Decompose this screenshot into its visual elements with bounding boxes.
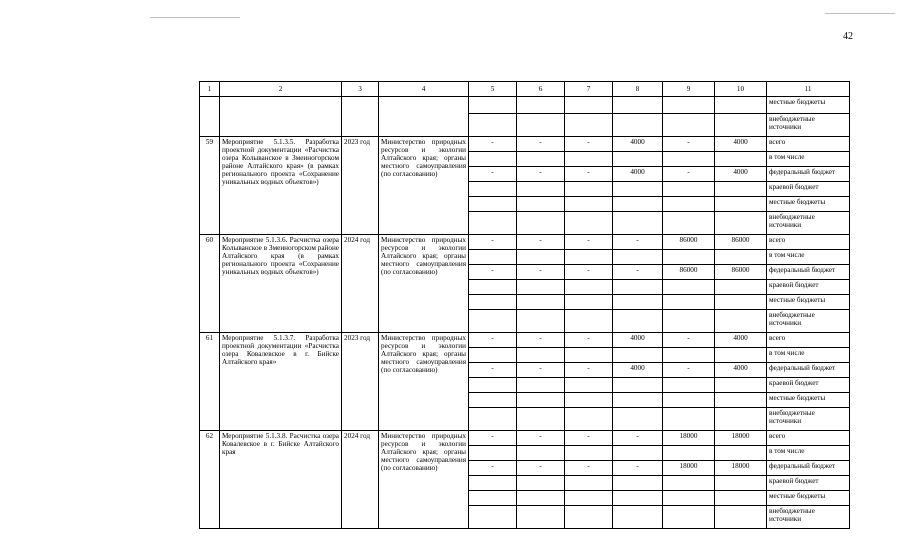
table-row xyxy=(200,235,850,250)
value-cell xyxy=(715,393,767,408)
value-cell: - xyxy=(565,461,613,476)
header-cell: 7 xyxy=(565,82,613,97)
measure-number-cell: 60 xyxy=(200,235,220,333)
value-cell xyxy=(715,212,767,235)
value-cell xyxy=(517,506,565,529)
funding-source-cell: в том числе xyxy=(767,348,850,363)
funding-source-cell: федеральный бюджет xyxy=(767,363,850,378)
value-cell: 4000 xyxy=(715,333,767,348)
value-cell: 86000 xyxy=(715,235,767,250)
value-cell xyxy=(663,393,715,408)
value-cell xyxy=(517,408,565,431)
measure-description-cell: Мероприятие 5.1.3.7. Разработка проектной документации «Расчистка озера Ковалевское в г. Бийске Алтайского края» xyxy=(220,333,342,431)
table-row xyxy=(200,137,850,152)
value-cell: 18000 xyxy=(715,461,767,476)
value-cell: - xyxy=(663,167,715,182)
value-cell xyxy=(565,476,613,491)
value-cell: - xyxy=(517,137,565,152)
value-cell xyxy=(517,393,565,408)
value-cell: 4000 xyxy=(613,363,663,378)
value-cell: - xyxy=(469,363,517,378)
value-cell xyxy=(663,506,715,529)
header-cell: 3 xyxy=(342,82,379,97)
value-cell: 4000 xyxy=(613,333,663,348)
value-cell xyxy=(613,197,663,212)
measure-description-cell: Мероприятие 5.1.3.5. Разработка проектной документации «Расчистка озера Колыванское в Змеиногорском районе Алтайского края» (в рамках регионального проекта «Сохранение уникальных водных объектов») xyxy=(220,137,342,235)
funding-source-cell: краевой бюджет xyxy=(767,182,850,197)
funding-source-cell: в том числе xyxy=(767,250,850,265)
value-cell xyxy=(469,295,517,310)
value-cell: - xyxy=(613,461,663,476)
value-cell: - xyxy=(469,431,517,446)
value-cell xyxy=(565,197,613,212)
value-cell xyxy=(715,97,767,114)
value-cell xyxy=(565,348,613,363)
value-cell xyxy=(663,182,715,197)
value-cell: 86000 xyxy=(715,265,767,280)
value-cell xyxy=(715,476,767,491)
value-cell xyxy=(613,295,663,310)
value-cell xyxy=(469,182,517,197)
value-cell xyxy=(715,250,767,265)
value-cell: 4000 xyxy=(613,137,663,152)
value-cell: - xyxy=(565,265,613,280)
value-cell xyxy=(469,476,517,491)
value-cell: - xyxy=(565,235,613,250)
value-cell xyxy=(469,310,517,333)
measure-number-cell: 59 xyxy=(200,137,220,235)
value-cell xyxy=(517,476,565,491)
value-cell: - xyxy=(663,137,715,152)
value-cell xyxy=(469,446,517,461)
value-cell xyxy=(663,197,715,212)
value-cell xyxy=(663,97,715,114)
continuation-row xyxy=(200,97,850,114)
value-cell xyxy=(663,348,715,363)
value-cell xyxy=(469,212,517,235)
funding-source-cell: местные бюджеты xyxy=(767,197,850,212)
value-cell xyxy=(613,393,663,408)
measure-year-cell: 2024 год xyxy=(342,431,379,529)
value-cell xyxy=(715,280,767,295)
value-cell xyxy=(715,506,767,529)
funding-source-cell: федеральный бюджет xyxy=(767,265,850,280)
value-cell xyxy=(469,348,517,363)
header-cell: 5 xyxy=(469,82,517,97)
value-cell xyxy=(517,446,565,461)
value-cell xyxy=(715,408,767,431)
value-cell xyxy=(517,310,565,333)
value-cell xyxy=(663,280,715,295)
header-cell: 11 xyxy=(767,82,850,97)
value-cell xyxy=(663,378,715,393)
value-cell xyxy=(663,114,715,137)
value-cell xyxy=(715,310,767,333)
value-cell: - xyxy=(663,333,715,348)
value-cell: - xyxy=(565,431,613,446)
value-cell: 18000 xyxy=(663,431,715,446)
budget-measures-table xyxy=(199,81,850,529)
measure-executor-cell: Министерство природных ресурсов и экологии Алтайского края; органы местного самоуправления (по согласованию) xyxy=(379,235,469,333)
funding-source-cell: в том числе xyxy=(767,446,850,461)
funding-source-cell: всего xyxy=(767,333,850,348)
value-cell xyxy=(517,182,565,197)
value-cell xyxy=(469,197,517,212)
value-cell xyxy=(565,295,613,310)
funding-source-cell: местные бюджеты xyxy=(767,491,850,506)
measure-executor-cell: Министерство природных ресурсов и экологии Алтайского края; органы местного самоуправления (по согласованию) xyxy=(379,431,469,529)
funding-source-cell: внебюджетные источники xyxy=(767,506,850,529)
value-cell xyxy=(613,114,663,137)
value-cell xyxy=(469,280,517,295)
value-cell xyxy=(715,348,767,363)
value-cell xyxy=(613,310,663,333)
measure-number-cell: 61 xyxy=(200,333,220,431)
continuation-num-cell xyxy=(200,97,220,137)
value-cell xyxy=(663,152,715,167)
value-cell: - xyxy=(469,137,517,152)
value-cell xyxy=(613,97,663,114)
funding-source-cell: местные бюджеты xyxy=(767,97,850,114)
value-cell xyxy=(565,310,613,333)
value-cell xyxy=(613,280,663,295)
funding-source-cell: внебюджетные источники xyxy=(767,408,850,431)
value-cell xyxy=(663,310,715,333)
value-cell xyxy=(565,378,613,393)
value-cell xyxy=(715,491,767,506)
value-cell: - xyxy=(469,235,517,250)
value-cell: 4000 xyxy=(715,137,767,152)
value-cell xyxy=(715,182,767,197)
value-cell xyxy=(469,250,517,265)
value-cell xyxy=(663,491,715,506)
funding-source-cell: всего xyxy=(767,137,850,152)
value-cell xyxy=(565,491,613,506)
value-cell xyxy=(613,491,663,506)
value-cell: - xyxy=(663,363,715,378)
measure-description-cell: Мероприятие 5.1.3.6. Расчистка озера Колыванское в Змеиногорском районе Алтайского края (в рамках регионального проекта «Сохранение уникальных водных объектов») xyxy=(220,235,342,333)
value-cell: - xyxy=(517,167,565,182)
value-cell xyxy=(517,295,565,310)
funding-source-cell: местные бюджеты xyxy=(767,393,850,408)
measure-number-cell: 62 xyxy=(200,431,220,529)
value-cell xyxy=(715,197,767,212)
measure-year-cell: 2023 год xyxy=(342,333,379,431)
value-cell: 4000 xyxy=(715,167,767,182)
continuation-desc-cell xyxy=(220,97,342,137)
value-cell: - xyxy=(565,167,613,182)
value-cell: - xyxy=(517,333,565,348)
funding-source-cell: внебюджетные источники xyxy=(767,212,850,235)
funding-source-cell: внебюджетные источники xyxy=(767,310,850,333)
value-cell: - xyxy=(565,137,613,152)
value-cell xyxy=(517,197,565,212)
value-cell xyxy=(613,182,663,197)
funding-source-cell: всего xyxy=(767,235,850,250)
funding-source-cell: краевой бюджет xyxy=(767,476,850,491)
value-cell xyxy=(517,280,565,295)
value-cell xyxy=(663,476,715,491)
value-cell: - xyxy=(517,461,565,476)
funding-source-cell: внебюджетные источники xyxy=(767,114,850,137)
value-cell: 86000 xyxy=(663,265,715,280)
value-cell xyxy=(613,476,663,491)
value-cell xyxy=(565,280,613,295)
value-cell xyxy=(469,491,517,506)
continuation-year-cell xyxy=(342,97,379,137)
value-cell: - xyxy=(613,431,663,446)
value-cell xyxy=(517,250,565,265)
value-cell: - xyxy=(469,167,517,182)
value-cell xyxy=(517,97,565,114)
value-cell xyxy=(469,97,517,114)
table-row xyxy=(200,333,850,348)
value-cell xyxy=(565,408,613,431)
value-cell xyxy=(565,152,613,167)
value-cell: - xyxy=(613,235,663,250)
measure-year-cell: 2024 год xyxy=(342,235,379,333)
value-cell xyxy=(613,212,663,235)
scan-artifact-top-left xyxy=(150,17,240,18)
header-cell: 2 xyxy=(220,82,342,97)
value-cell xyxy=(565,446,613,461)
value-cell xyxy=(663,250,715,265)
value-cell xyxy=(663,408,715,431)
value-cell xyxy=(469,378,517,393)
header-cell: 9 xyxy=(663,82,715,97)
header-cell: 6 xyxy=(517,82,565,97)
value-cell xyxy=(469,393,517,408)
value-cell xyxy=(469,408,517,431)
value-cell xyxy=(613,152,663,167)
measure-year-cell: 2023 год xyxy=(342,137,379,235)
value-cell: 4000 xyxy=(613,167,663,182)
value-cell: 86000 xyxy=(663,235,715,250)
value-cell: - xyxy=(469,265,517,280)
value-cell xyxy=(715,446,767,461)
funding-source-cell: краевой бюджет xyxy=(767,280,850,295)
value-cell: - xyxy=(565,363,613,378)
header-cell: 8 xyxy=(613,82,663,97)
value-cell: 18000 xyxy=(663,461,715,476)
table-header-row xyxy=(200,82,850,97)
page-number: 42 xyxy=(843,31,853,42)
value-cell: - xyxy=(517,431,565,446)
value-cell xyxy=(469,506,517,529)
funding-source-cell: в том числе xyxy=(767,152,850,167)
value-cell xyxy=(663,295,715,310)
measure-executor-cell: Министерство природных ресурсов и экологии Алтайского края; органы местного самоуправления (по согласованию) xyxy=(379,137,469,235)
value-cell xyxy=(715,295,767,310)
value-cell xyxy=(517,378,565,393)
value-cell xyxy=(565,250,613,265)
value-cell xyxy=(613,506,663,529)
value-cell xyxy=(517,491,565,506)
funding-source-cell: федеральный бюджет xyxy=(767,167,850,182)
header-cell: 1 xyxy=(200,82,220,97)
value-cell xyxy=(517,152,565,167)
value-cell xyxy=(613,446,663,461)
value-cell xyxy=(663,446,715,461)
value-cell xyxy=(565,114,613,137)
value-cell xyxy=(613,378,663,393)
funding-source-cell: всего xyxy=(767,431,850,446)
value-cell xyxy=(517,114,565,137)
funding-source-cell: краевой бюджет xyxy=(767,378,850,393)
value-cell: - xyxy=(517,235,565,250)
value-cell xyxy=(715,114,767,137)
value-cell xyxy=(613,348,663,363)
measure-description-cell: Мероприятие 5.1.3.8. Расчистка озера Ковалевское в г. Бийске Алтайского края xyxy=(220,431,342,529)
value-cell xyxy=(565,393,613,408)
continuation-exec-cell xyxy=(379,97,469,137)
value-cell: - xyxy=(565,333,613,348)
value-cell xyxy=(663,212,715,235)
value-cell xyxy=(469,114,517,137)
value-cell: - xyxy=(517,363,565,378)
value-cell xyxy=(565,97,613,114)
value-cell xyxy=(613,408,663,431)
value-cell xyxy=(469,152,517,167)
value-cell xyxy=(715,378,767,393)
table-row xyxy=(200,431,850,446)
measure-executor-cell: Министерство природных ресурсов и экологии Алтайского края; органы местного самоуправления (по согласованию) xyxy=(379,333,469,431)
value-cell xyxy=(565,212,613,235)
header-cell: 4 xyxy=(379,82,469,97)
value-cell: - xyxy=(469,333,517,348)
value-cell xyxy=(517,212,565,235)
value-cell: 18000 xyxy=(715,431,767,446)
funding-source-cell: федеральный бюджет xyxy=(767,461,850,476)
value-cell xyxy=(565,182,613,197)
value-cell: 4000 xyxy=(715,363,767,378)
value-cell xyxy=(613,250,663,265)
value-cell xyxy=(715,152,767,167)
value-cell xyxy=(517,348,565,363)
funding-source-cell: местные бюджеты xyxy=(767,295,850,310)
header-cell: 10 xyxy=(715,82,767,97)
value-cell: - xyxy=(613,265,663,280)
value-cell: - xyxy=(469,461,517,476)
scan-artifact-top-right xyxy=(825,13,895,14)
value-cell: - xyxy=(517,265,565,280)
value-cell xyxy=(565,506,613,529)
